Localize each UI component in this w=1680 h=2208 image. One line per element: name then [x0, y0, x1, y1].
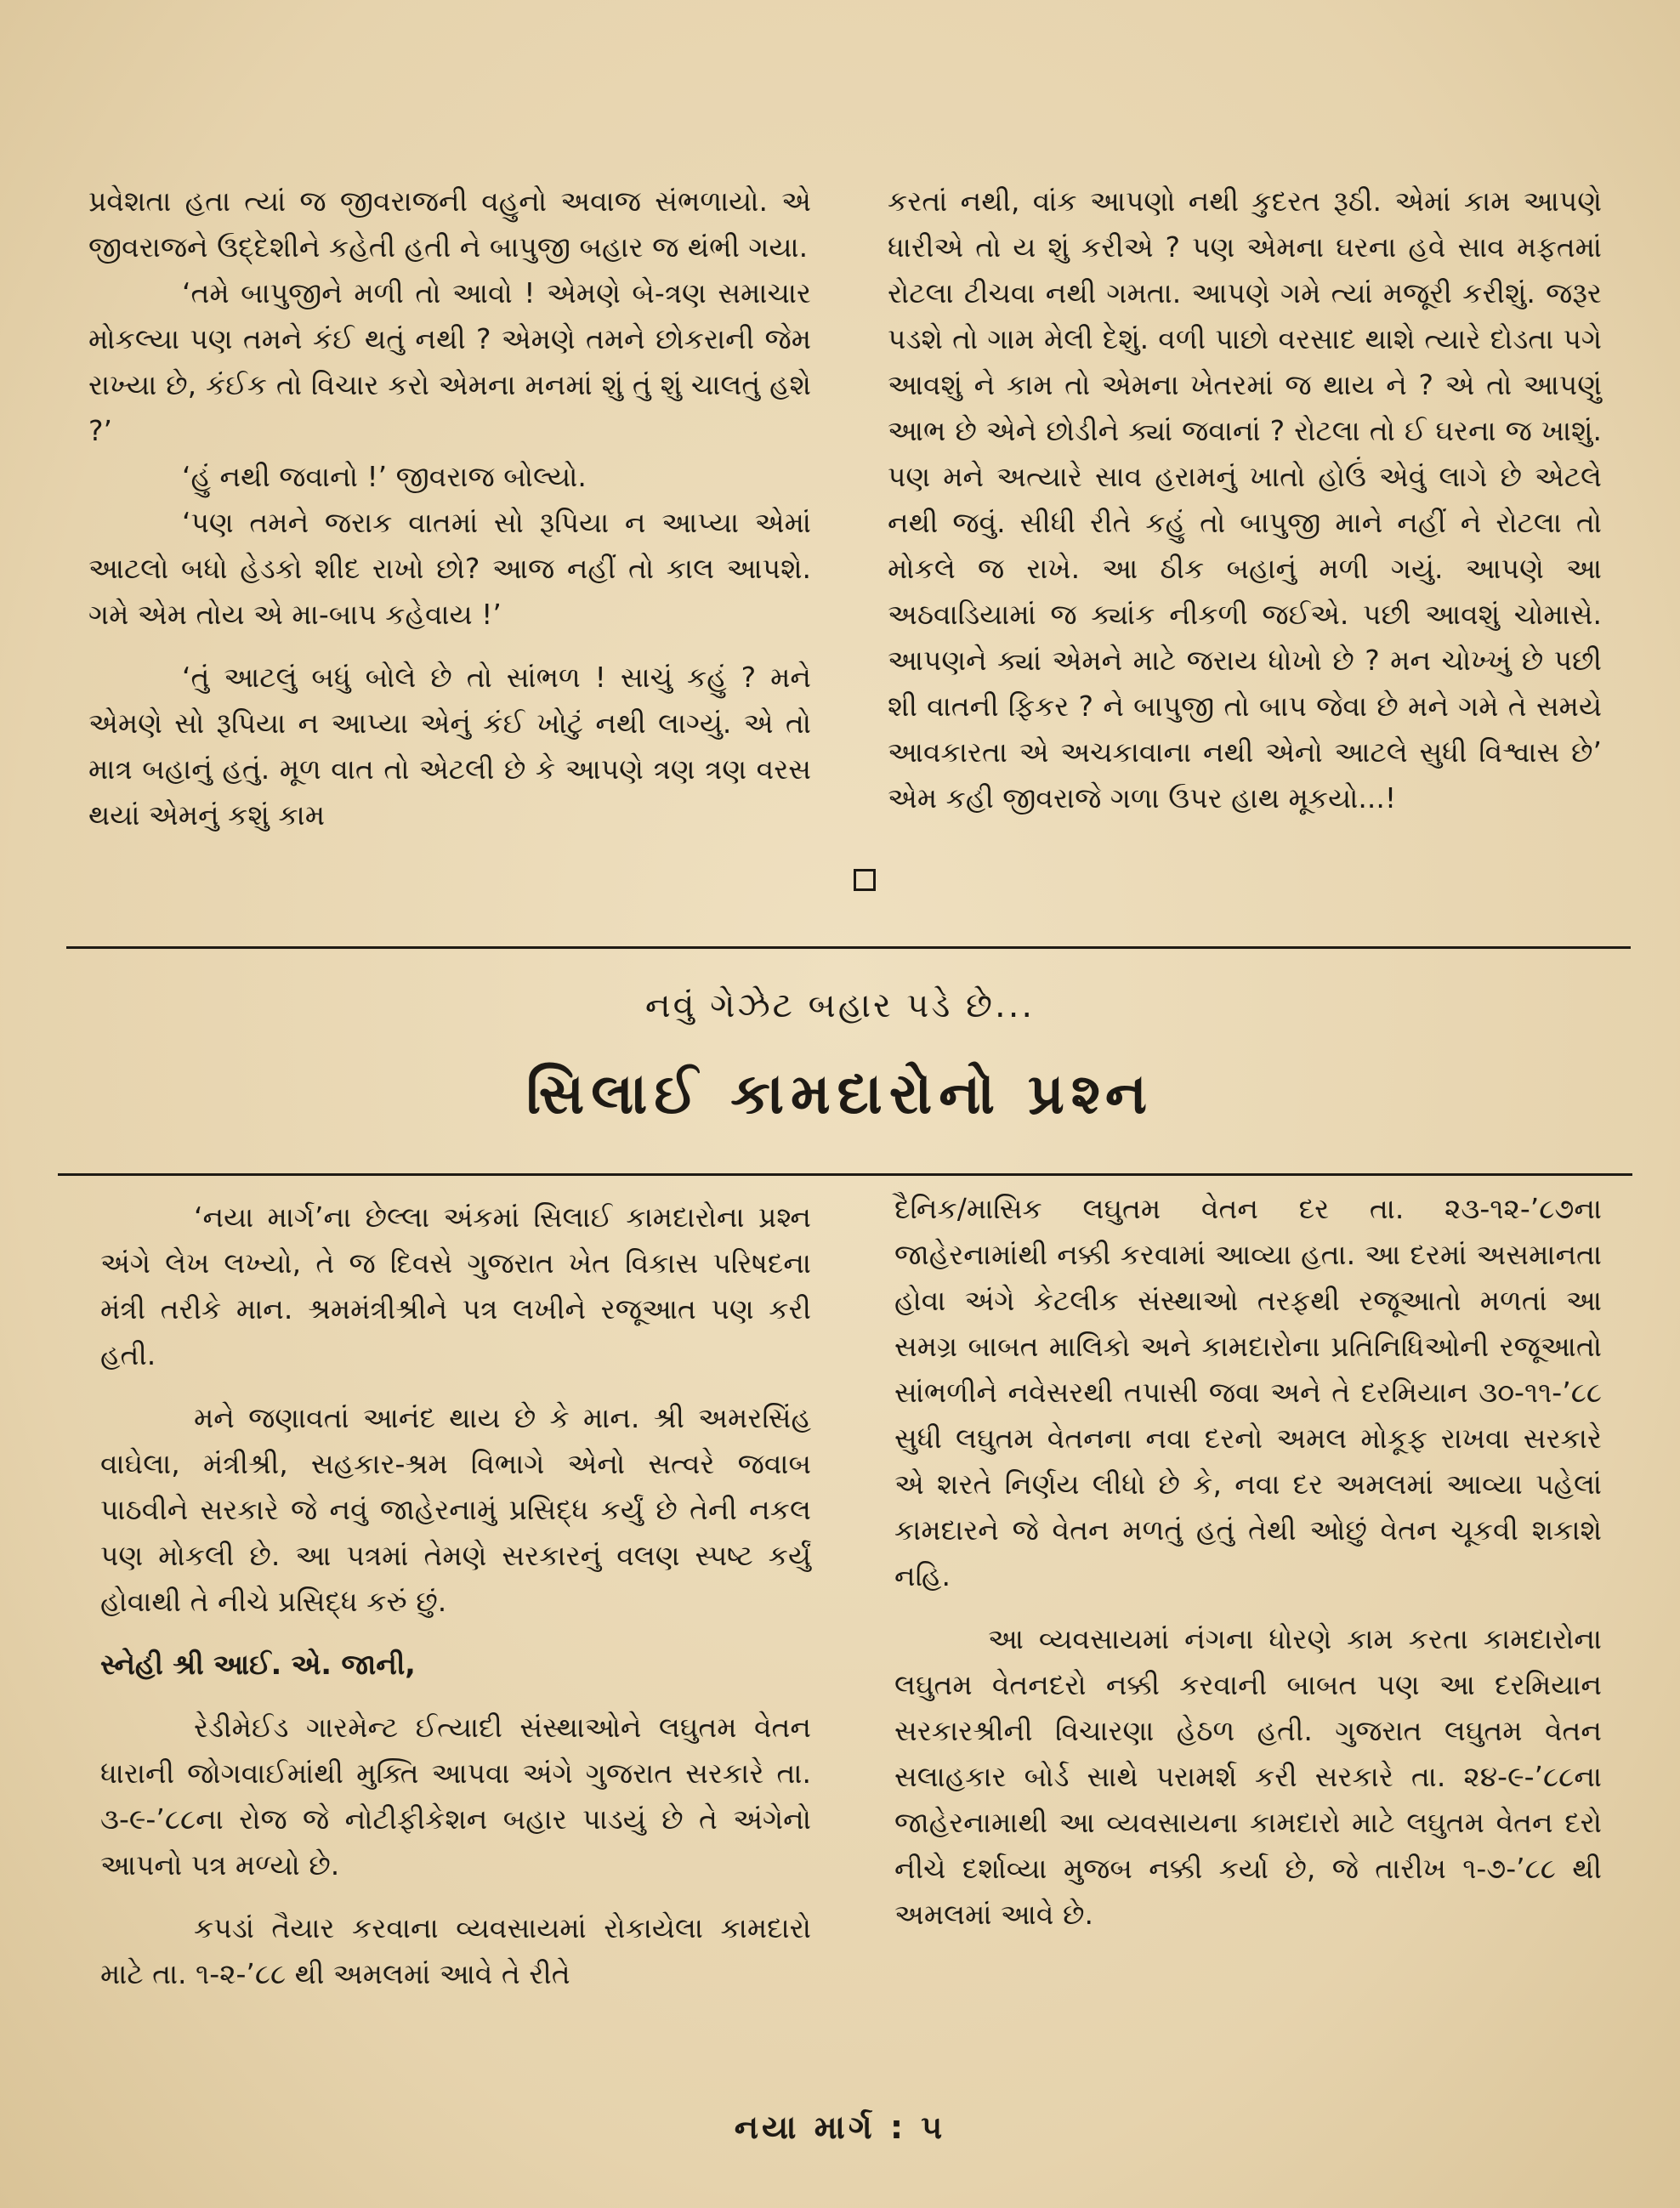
article-headline: સિલાઈ કામદારોનો પ્રશ્ન: [525, 1061, 1155, 1127]
end-of-story-mark: [854, 869, 876, 891]
paragraph: પ્રવેશતા હતા ત્યાં જ જીવરાજની વહુનો અવાજ સંભળાયો. એ જીવરાજને ઉદ્દેશીને કહેતી હતી ને બાપુજી બહાર જ થંભી ગયા.: [88, 184, 811, 264]
bottom-article-right-column: [894, 1186, 1602, 1938]
paragraph: ‘નયા માર્ગ’ના છેલ્લા અંકમાં સિલાઈ કામદારોના પ્રશ્ન અંગે લેખ લખ્યો, તે જ દિવસે ગુજરાત ખેત વિકાસ પરિષદના મંત્રી તરીકે માન. શ્રમમંત્રીશ્રીને પત્ર લખીને રજૂઆત પણ કરી હતી.: [100, 1200, 811, 1371]
top-article-left-column: [88, 179, 811, 838]
bottom-article-left-column: [100, 1195, 811, 1997]
paragraph: દૈનિક/માસિક લઘુતમ વેતન દર તા. ૨૩-૧૨-’૮૭ના જાહેરનામાંથી નક્કી કરવામાં આવ્યા હતા. આ દરમાં અસમાનતા હોવા અંગે કેટલીક સંસ્થાઓ તરફથી રજૂઆતો મળતાં આ સમગ્ર બાબત માલિકો અને કામદારોના પ્રતિનિધિઓની રજૂઆતો સાંભળીને નવેસરથી તપાસી જવા અને તે દરમિયાન ૩૦-૧૧-’૮૮ સુધી લઘુતમ વેતનના નવા દરનો અમલ મોકૂફ રાખવા સરકારે એ શરતે નિર્ણય લીધો છે કે, નવા દર અમલમાં આવ્યા પહેલાં કામદારને જે વેતન મળતું હતું તેથી ઓછું વેતન ચૂકવી શકાશે નહિ.: [894, 1192, 1602, 1592]
paragraph: કપડાં તૈયાર કરવાના વ્યવસાયમાં રોકાયેલા કામદારો માટે તા. ૧-૨-’૮૮ થી અમલમાં આવે તે રીતે: [100, 1911, 811, 1990]
paragraph: ‘તું આટલું બધું બોલે છે તો સાંભળ ! સાચું કહું ? મને એમણે સો રૂપિયા ન આપ્યા એનું કંઈ ખોટું નથી લાગ્યું. એ તો માત્ર બહાનું હતું. મૂળ વાત તો એટલી છે કે આપણે ત્રણ ત્રણ વરસ થયાં એમનું કશું કામ: [88, 661, 811, 832]
paragraph: રેડીમેઈડ ગારમેન્ટ ઈત્યાદી સંસ્થાઓને લઘુતમ વેતન ધારાની જોગવાઈમાંથી મુક્તિ આપવા અંગે ગુજરાત સરકારે તા. ૩-૯-’૮૮ના રોજ જે નોટીફીકેશન બહાર પાડયું છે તે અંગેનો આપનો પત્ર મળ્યો છે.: [100, 1711, 811, 1882]
paragraph: આ વ્યવસાયમાં નંગના ધોરણે કામ કરતા કામદારોના લઘુતમ વેતનદરો નક્કી કરવાની બાબત પણ આ દરમિયાન સરકારશ્રીની વિચારણા હેઠળ હતી. ગુજરાત લઘુતમ વેતન સલાહકાર બોર્ડ સાથે પરામર્શ કરી સરકારે તા. ૨૪-૯-’૮૮ના જાહેરનામાથી આ વ્યવસાયના કામદારો માટે લઘુતમ વેતન દરો નીચે દર્શાવ્યા મુજબ નક્કી કર્યા છે, જે તારીખ ૧-૭-’૮૮ થી અમલમાં આવે છે.: [894, 1622, 1602, 1931]
letter-salutation: સ્નેહી શ્રી આઈ. એ. જાની,: [100, 1648, 416, 1681]
paragraph: કરતાં નથી, વાંક આપણો નથી કુદરત રૂઠી. એમાં કામ આપણે ધારીએ તો ય શું કરીએ ? પણ એમના ઘરના હવે સાવ મફતમાં રોટલા ટીચવા નથી ગમતા. આપણે ગમે ત્યાં મજૂરી કરીશું. જરૂર પડશે તો ગામ મેલી દેશું. વળી પાછો વરસાદ થાશે ત્યારે દોડતા પગે આવશું ને કામ તો એમના ખેતરમાં જ થાય ને ? એ તો આપણું આભ છે એને છોડીને ક્યાં જવાનાં ? રોટલા તો ઈ ઘરના જ ખાશું. પણ મને અત્યારે સાવ હરામનું ખાતો હોઉં એવું લાગે છે એટલે નથી જવું. સીધી રીતે કહું તો બાપુજી માને નહીં ને રોટલા તો મોકલે જ રાખે. આ ઠીક બહાનું મળી ગયું. આપણે આ અઠવાડિયામાં જ ક્યાંક નીકળી જઈએ. પછી આવશું ચોમાસે. આપણને ક્યાં એમને માટે જરાય ધોખો છે ? મન ચોખ્ખું છે પછી શી વાતની ફિકર ? ને બાપુજી તો બાપ જેવા છે મને ગમે તે સમયે આવકારતા એ અચકાવાના નથી એનો આટલે સુધી વિશ્વાસ છે’ એમ કહી જીવરાજે ગળા ઉપર હાથ મૂકયો...!: [888, 184, 1602, 815]
paragraph: ‘તમે બાપુજીને મળી તો આવો ! એમણે બે-ત્રણ સમાચાર મોકલ્યા પણ તમને કંઈ થતું નથી ? એમણે તમને છોકરાની જેમ રાખ્યા છે, કંઈક તો વિચાર કરો એમના મનમાં શું તું શું ચાલતું હશે ?’: [88, 276, 811, 447]
paragraph: મને જણાવતાં આનંદ થાય છે કે માન. શ્રી અમરસિંહ વાઘેલા, મંત્રીશ્રી, સહકાર-શ્રમ વિભાગે એનો સત્વરે જવાબ પાઠવીને સરકારે જે નવું જાહેરનામું પ્રસિદ્ધ કર્યું છે તેની નકલ પણ મોકલી છે. આ પત્રમાં તેમણે સરકારનું વલણ સ્પષ્ટ કર્યું હોવાથી તે નીચે પ્રસિદ્ધ કરું છું.: [100, 1401, 811, 1618]
article-kicker: નવું ગેઝેટ બહાર પડે છે...: [644, 986, 1036, 1025]
paragraph: ‘પણ તમને જરાક વાતમાં સો રૂપિયા ન આપ્યા એમાં આટલો બધો હેડકો શીદ રાખો છો? આજ નહીં તો કાલ આપશે. ગમે એમ તોય એ મા-બાપ કહેવાય !’: [88, 506, 811, 631]
page-footer: નયા માર્ગ : ૫: [734, 2109, 946, 2146]
section-divider-bottom: [58, 1173, 1632, 1176]
section-divider-top: [66, 946, 1631, 949]
paragraph: ‘હું નથી જવાનો !’ જીવરાજ બોલ્યો.: [182, 460, 587, 493]
top-article-right-column: [888, 179, 1602, 821]
